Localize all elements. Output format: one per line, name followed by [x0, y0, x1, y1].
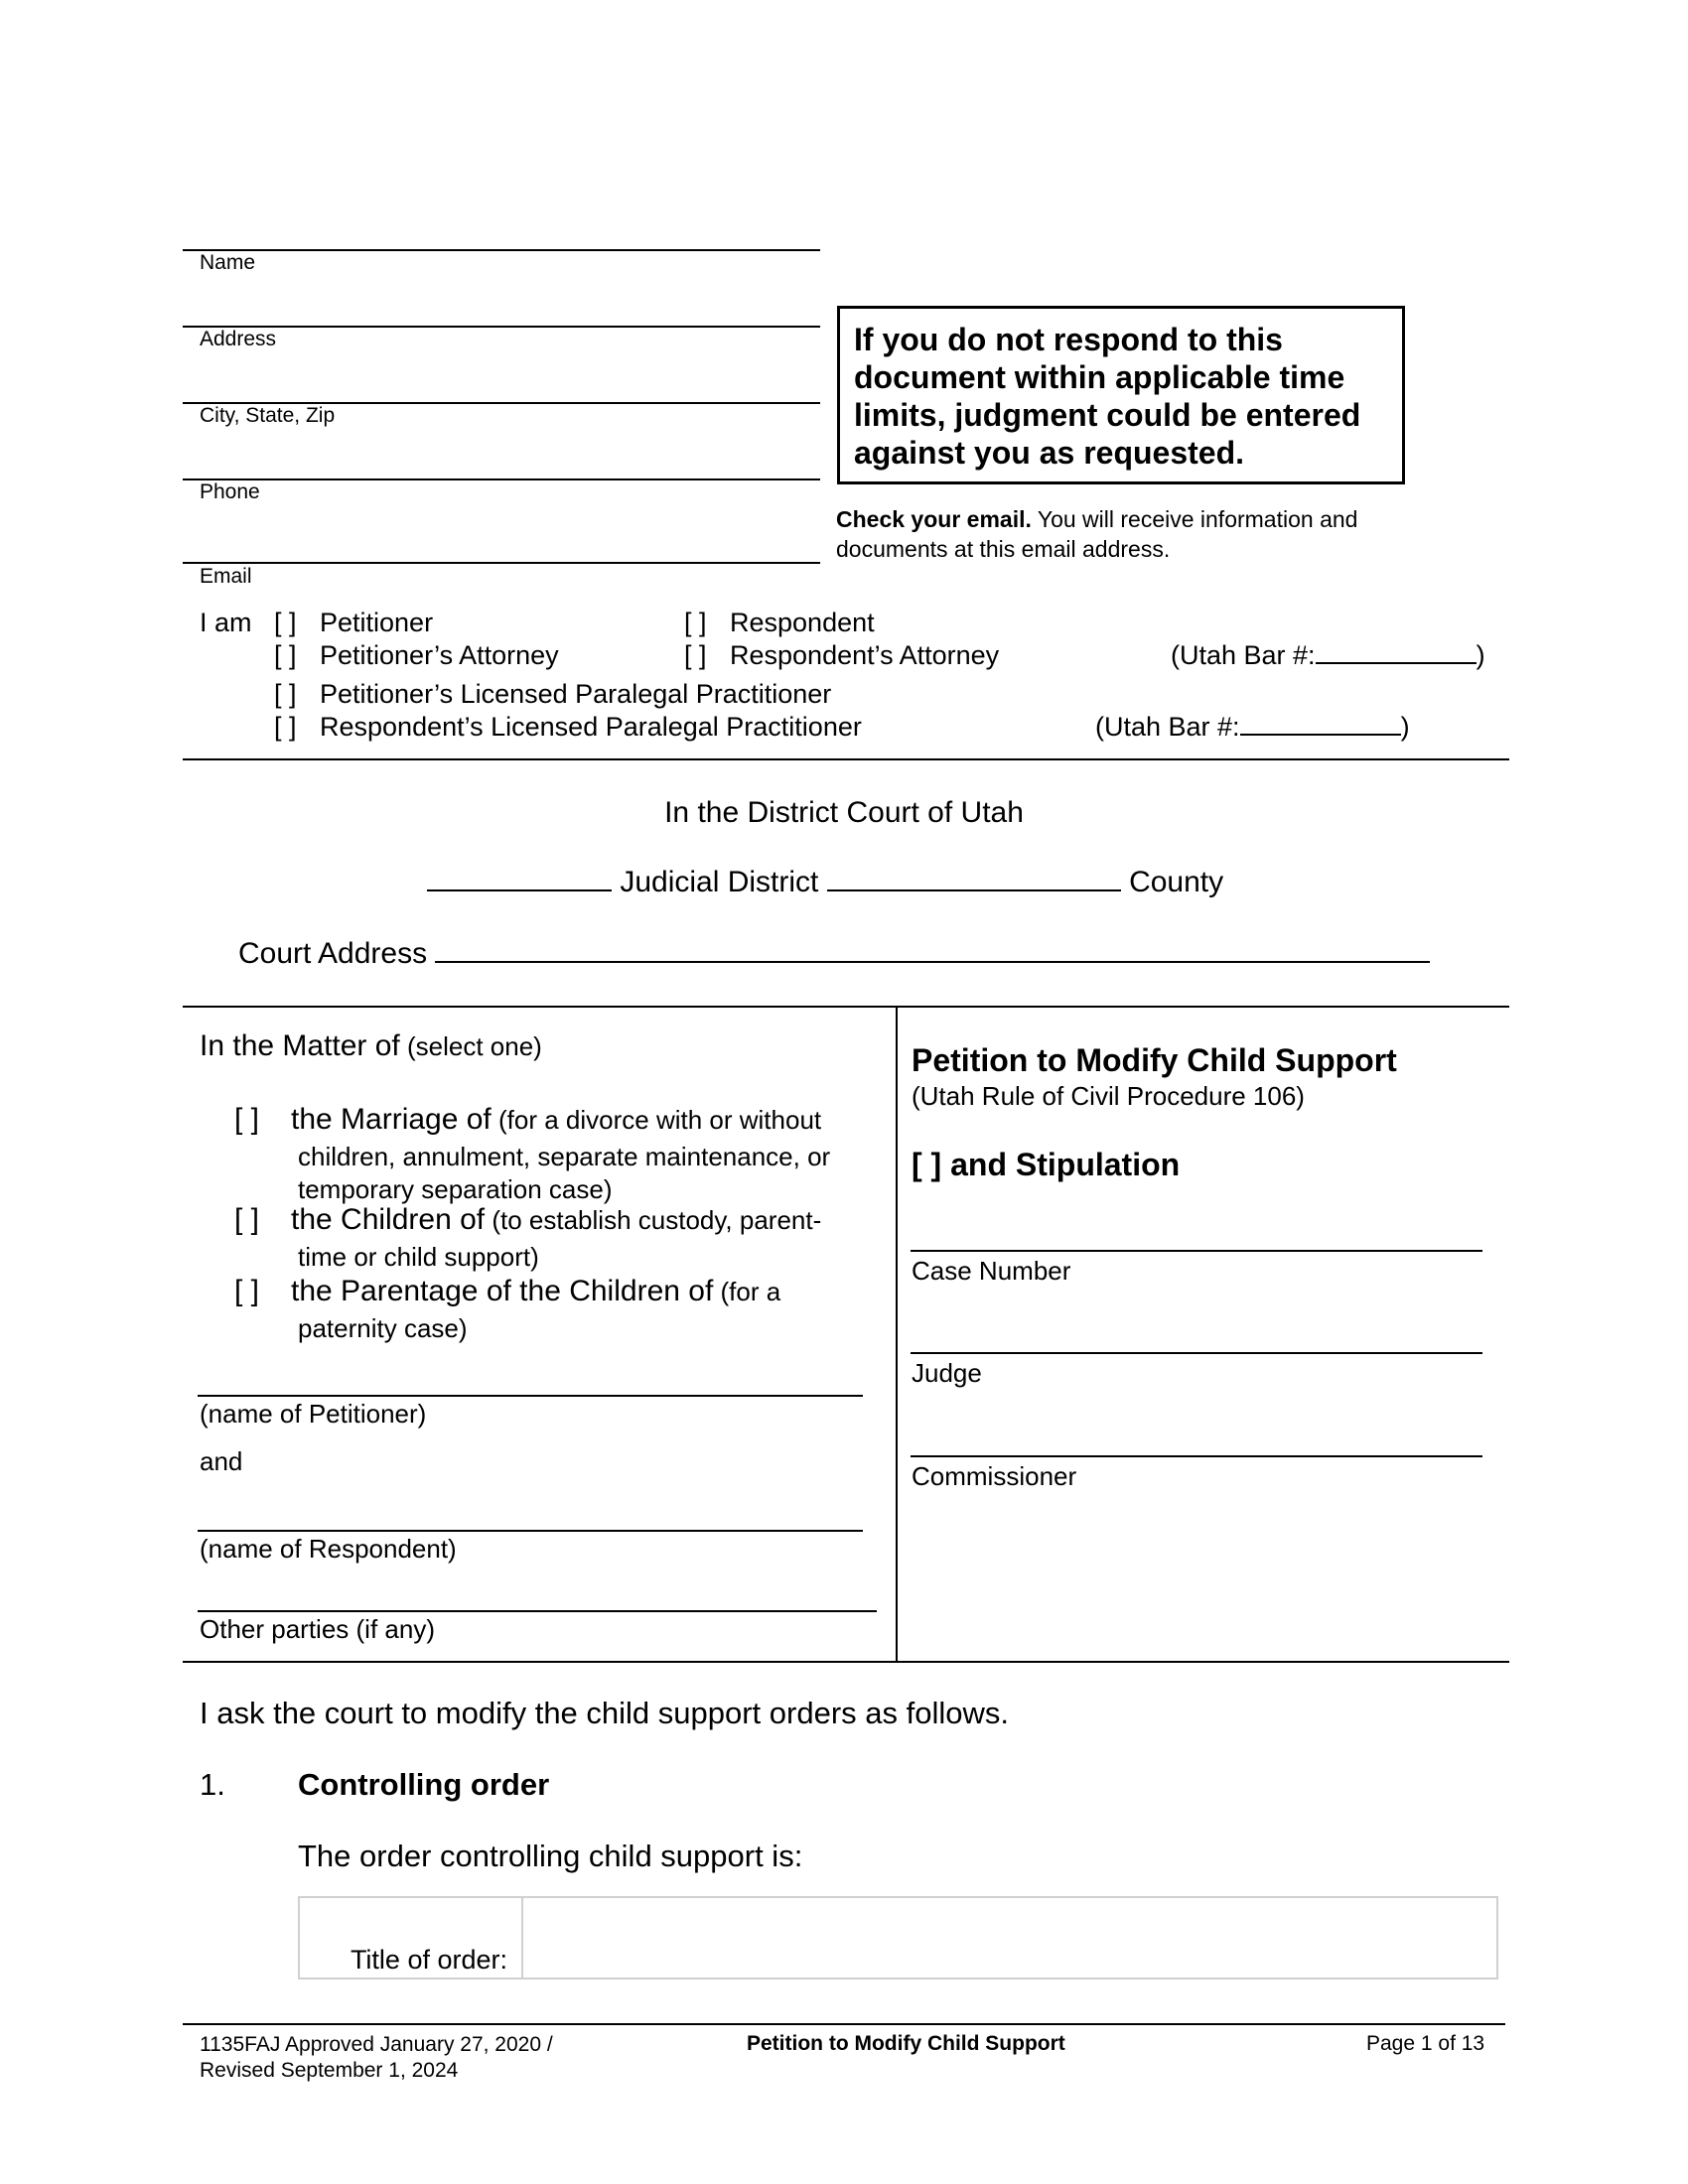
judge-input[interactable] — [911, 1352, 1482, 1354]
utah-bar-label: (Utah Bar #: — [1171, 640, 1316, 670]
petitioner-lpp-label: Petitioner’s Licensed Paralegal Practitioner — [320, 679, 832, 709]
warning-line-1: If you do not respond to this — [854, 322, 1283, 357]
in-the-matter-label: In the Matter of — [200, 1029, 400, 1062]
case-number-input[interactable] — [911, 1250, 1482, 1252]
respondent-lpp-label: Respondent’s Licensed Paralegal Practitioner — [320, 712, 862, 742]
title-of-order-label-cell — [300, 1898, 523, 1978]
close-paren: ) — [1400, 712, 1410, 742]
section-title: Controlling order — [298, 1767, 550, 1802]
divider — [183, 758, 1509, 760]
checkbox-petitioner[interactable] — [274, 608, 433, 638]
utah-bar-number-2 — [1095, 712, 1410, 743]
petitioner-attorney-label: Petitioner’s Attorney — [320, 640, 559, 670]
close-paren: ) — [1476, 640, 1485, 670]
marriage-lead: the Marriage of — [291, 1103, 492, 1136]
i-am-label: I am — [200, 608, 252, 637]
footer-page-number: Page 1 of 13 — [1366, 2032, 1485, 2055]
utah-bar-input[interactable] — [1240, 734, 1401, 736]
option-parentage[interactable] — [234, 1275, 890, 1345]
order-sentence: The order controlling child support is: — [298, 1839, 803, 1873]
utah-bar-label: (Utah Bar #: — [1095, 712, 1240, 742]
judicial-district-label: Judicial District — [620, 866, 819, 898]
name-of-petitioner-label: (name of Petitioner) — [200, 1399, 427, 1429]
footer-form-id — [200, 2032, 553, 2084]
checkbox-box[interactable]: [ ] — [274, 640, 297, 670]
marriage-note-3: temporary separation case) — [298, 1174, 613, 1204]
warning-line-3: limits, judgment could be entered — [854, 397, 1361, 433]
district-county-line — [427, 866, 1223, 899]
marriage-note-1: (for a divorce with or without — [491, 1105, 822, 1135]
checkbox-respondent-lpp[interactable] — [274, 712, 862, 743]
utah-bar-input[interactable] — [1316, 662, 1477, 664]
warning-line-2: document within applicable time — [854, 359, 1345, 395]
children-note-1: (to establish custody, parent- — [485, 1205, 822, 1235]
respondent-label: Respondent — [730, 608, 875, 637]
checkbox-respondent[interactable] — [684, 608, 875, 638]
checkbox-box[interactable]: [ ] — [274, 608, 297, 637]
email-line[interactable] — [183, 562, 820, 564]
respondent-name-input[interactable] — [198, 1530, 863, 1532]
county-label: County — [1129, 866, 1224, 898]
other-parties-input[interactable] — [198, 1610, 877, 1612]
in-the-matter-heading — [200, 1029, 542, 1063]
phone-label: Phone — [200, 480, 260, 503]
default-judgment-warning — [837, 306, 1405, 484]
warning-line-4: against you as requested. — [854, 435, 1245, 471]
caption-top-border — [183, 1006, 1509, 1008]
form-id-line: 1135FAJ Approved January 27, 2020 / — [200, 2033, 553, 2056]
select-one-note: (select one) — [399, 1031, 542, 1061]
address-line[interactable] — [183, 326, 820, 328]
footer-divider — [183, 2023, 1505, 2025]
email-note-text-2: documents at this email address. — [836, 536, 1171, 562]
children-note-2: time or child support) — [298, 1242, 539, 1272]
document-title: Petition to Modify Child Support — [912, 1042, 1397, 1078]
checkbox-petitioner-attorney[interactable] — [274, 640, 559, 671]
caption-bottom-border — [183, 1661, 1509, 1663]
checkbox-box[interactable]: [ ] — [684, 640, 707, 670]
checkbox-box[interactable]: [ ] — [274, 679, 297, 709]
name-label: Name — [200, 251, 256, 274]
petitioner-label: Petitioner — [320, 608, 434, 637]
email-note-text-1: You will receive information and — [1031, 506, 1358, 532]
caption-center-divider — [896, 1006, 898, 1661]
title-of-order-input[interactable] — [523, 1898, 1496, 1978]
judicial-district-input[interactable] — [427, 889, 612, 891]
email-note — [836, 504, 1357, 564]
commissioner-input[interactable] — [911, 1455, 1482, 1457]
respondent-attorney-label: Respondent’s Attorney — [730, 640, 1000, 670]
other-parties-label: Other parties (if any) — [200, 1614, 435, 1644]
court-address-input[interactable] — [435, 961, 1430, 963]
checkbox-box[interactable]: [ ] — [684, 608, 707, 637]
parentage-note-2: paternity case) — [298, 1313, 468, 1343]
intro-sentence: I ask the court to modify the child support orders as follows. — [200, 1696, 1009, 1730]
and-label: and — [200, 1446, 243, 1476]
checkbox-box[interactable]: [ ] — [234, 1203, 260, 1236]
utah-bar-number-1 — [1171, 640, 1485, 671]
court-address-line — [238, 937, 1430, 971]
checkbox-respondent-attorney[interactable] — [684, 640, 999, 671]
children-lead: the Children of — [291, 1203, 486, 1236]
stipulation-label: and Stipulation — [950, 1147, 1181, 1182]
commissioner-label: Commissioner — [912, 1461, 1077, 1491]
judge-label: Judge — [912, 1358, 982, 1388]
title-of-order-label: Title of order: — [350, 1945, 507, 1975]
checkbox-box[interactable]: [ ] — [912, 1147, 942, 1182]
petitioner-name-input[interactable] — [198, 1395, 863, 1397]
email-label: Email — [200, 565, 252, 588]
document-rule: (Utah Rule of Civil Procedure 106) — [912, 1081, 1305, 1111]
stipulation-option[interactable] — [912, 1147, 1180, 1183]
county-input[interactable] — [827, 889, 1121, 891]
name-of-respondent-label: (name of Respondent) — [200, 1534, 457, 1564]
parentage-note-1: (for a — [713, 1277, 781, 1306]
checkbox-petitioner-lpp[interactable] — [274, 679, 831, 710]
email-note-bold: Check your email. — [836, 506, 1032, 532]
case-number-label: Case Number — [912, 1256, 1071, 1286]
section-number: 1. — [200, 1767, 225, 1802]
revised-line: Revised September 1, 2024 — [200, 2059, 459, 2082]
address-label: Address — [200, 328, 277, 350]
court-address-label: Court Address — [238, 937, 428, 970]
parentage-lead: the Parentage of the Children of — [291, 1275, 714, 1307]
court-title: In the District Court of Utah — [664, 796, 1024, 829]
checkbox-box[interactable]: [ ] — [274, 712, 297, 742]
phone-line[interactable] — [183, 478, 820, 480]
option-marriage[interactable] — [234, 1103, 890, 1206]
order-table — [298, 1896, 1498, 1979]
footer-title: Petition to Modify Child Support — [747, 2032, 1065, 2055]
checkbox-box[interactable]: [ ] — [234, 1275, 260, 1307]
name-line[interactable] — [183, 249, 820, 251]
city-state-zip-label: City, State, Zip — [200, 404, 336, 427]
marriage-note-2: children, annulment, separate maintenance, or — [298, 1142, 831, 1171]
checkbox-box[interactable]: [ ] — [234, 1103, 260, 1136]
option-children[interactable] — [234, 1203, 890, 1274]
